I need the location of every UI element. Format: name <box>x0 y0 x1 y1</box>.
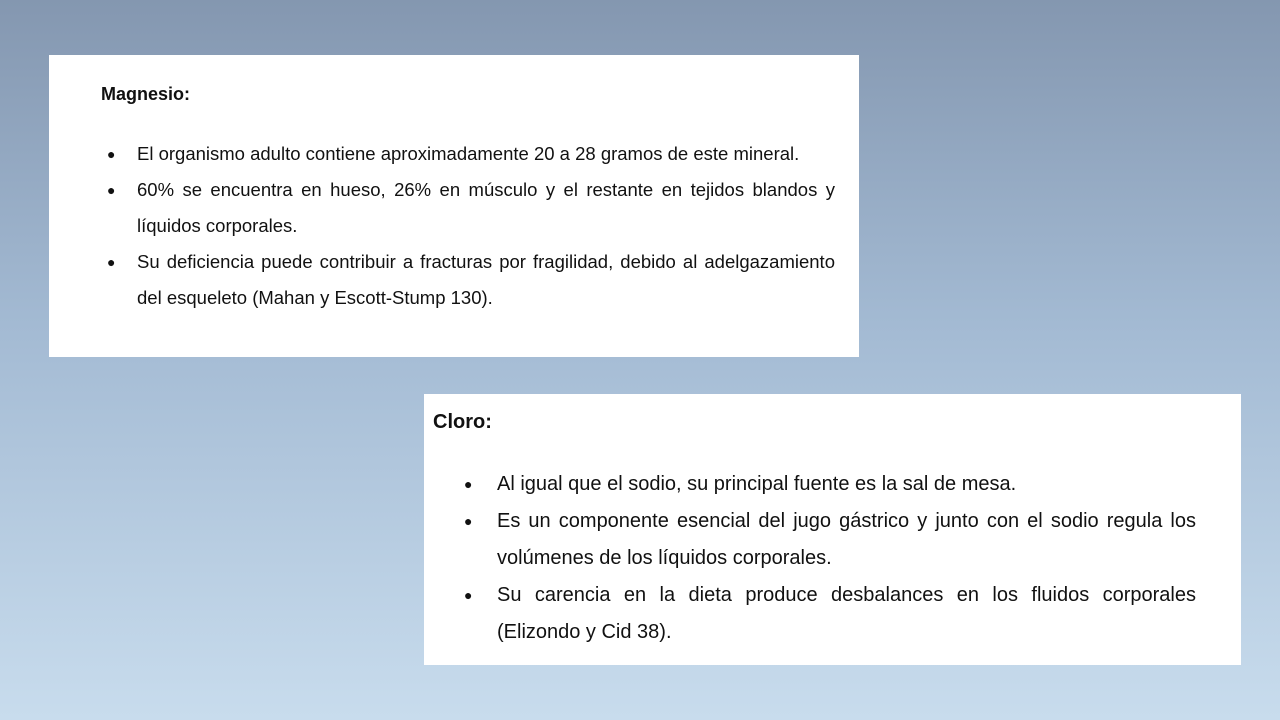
list-item-text: Su deficiencia puede contribuir a fracturas por fragilidad, debido al adelgazamiento del esqueleto (Mahan y Escott-Stump 130). <box>137 251 835 308</box>
list-item-text: Al igual que el sodio, su principal fuente es la sal de mesa. <box>497 473 1017 495</box>
magnesio-heading: Magnesio: <box>101 84 191 104</box>
list-item <box>107 136 835 172</box>
cloro-heading: Cloro: <box>433 411 492 433</box>
list-item-text: El organismo adulto contiene aproximadamente 20 a 28 gramos de este mineral. <box>137 143 800 164</box>
list-item <box>464 577 1196 651</box>
bullet-icon: ● <box>464 587 473 603</box>
bullet-icon: ● <box>107 146 116 162</box>
list-item <box>464 466 1196 503</box>
bullet-icon: ● <box>464 476 473 492</box>
list-item <box>107 172 835 244</box>
magnesio-text-box <box>49 55 859 357</box>
bullet-icon: ● <box>107 182 116 198</box>
list-item-text: 60% se encuentra en hueso, 26% en músculo y el restante en tejidos blandos y líquidos corporales. <box>137 179 835 236</box>
list-item-text: Es un componente esencial del jugo gástrico y junto con el sodio regula los volúmenes de los líquidos corporales. <box>497 510 1196 569</box>
list-item-text: Su carencia en la dieta produce desbalances en los fluidos corporales (Elizondo y Cid 38). <box>497 584 1196 643</box>
bullet-icon: ● <box>464 513 473 529</box>
magnesio-bullet-list <box>107 136 835 316</box>
list-item <box>107 244 835 316</box>
list-item <box>464 503 1196 577</box>
bullet-icon: ● <box>107 254 116 270</box>
cloro-bullet-list <box>464 466 1196 651</box>
cloro-text-box <box>424 394 1241 665</box>
